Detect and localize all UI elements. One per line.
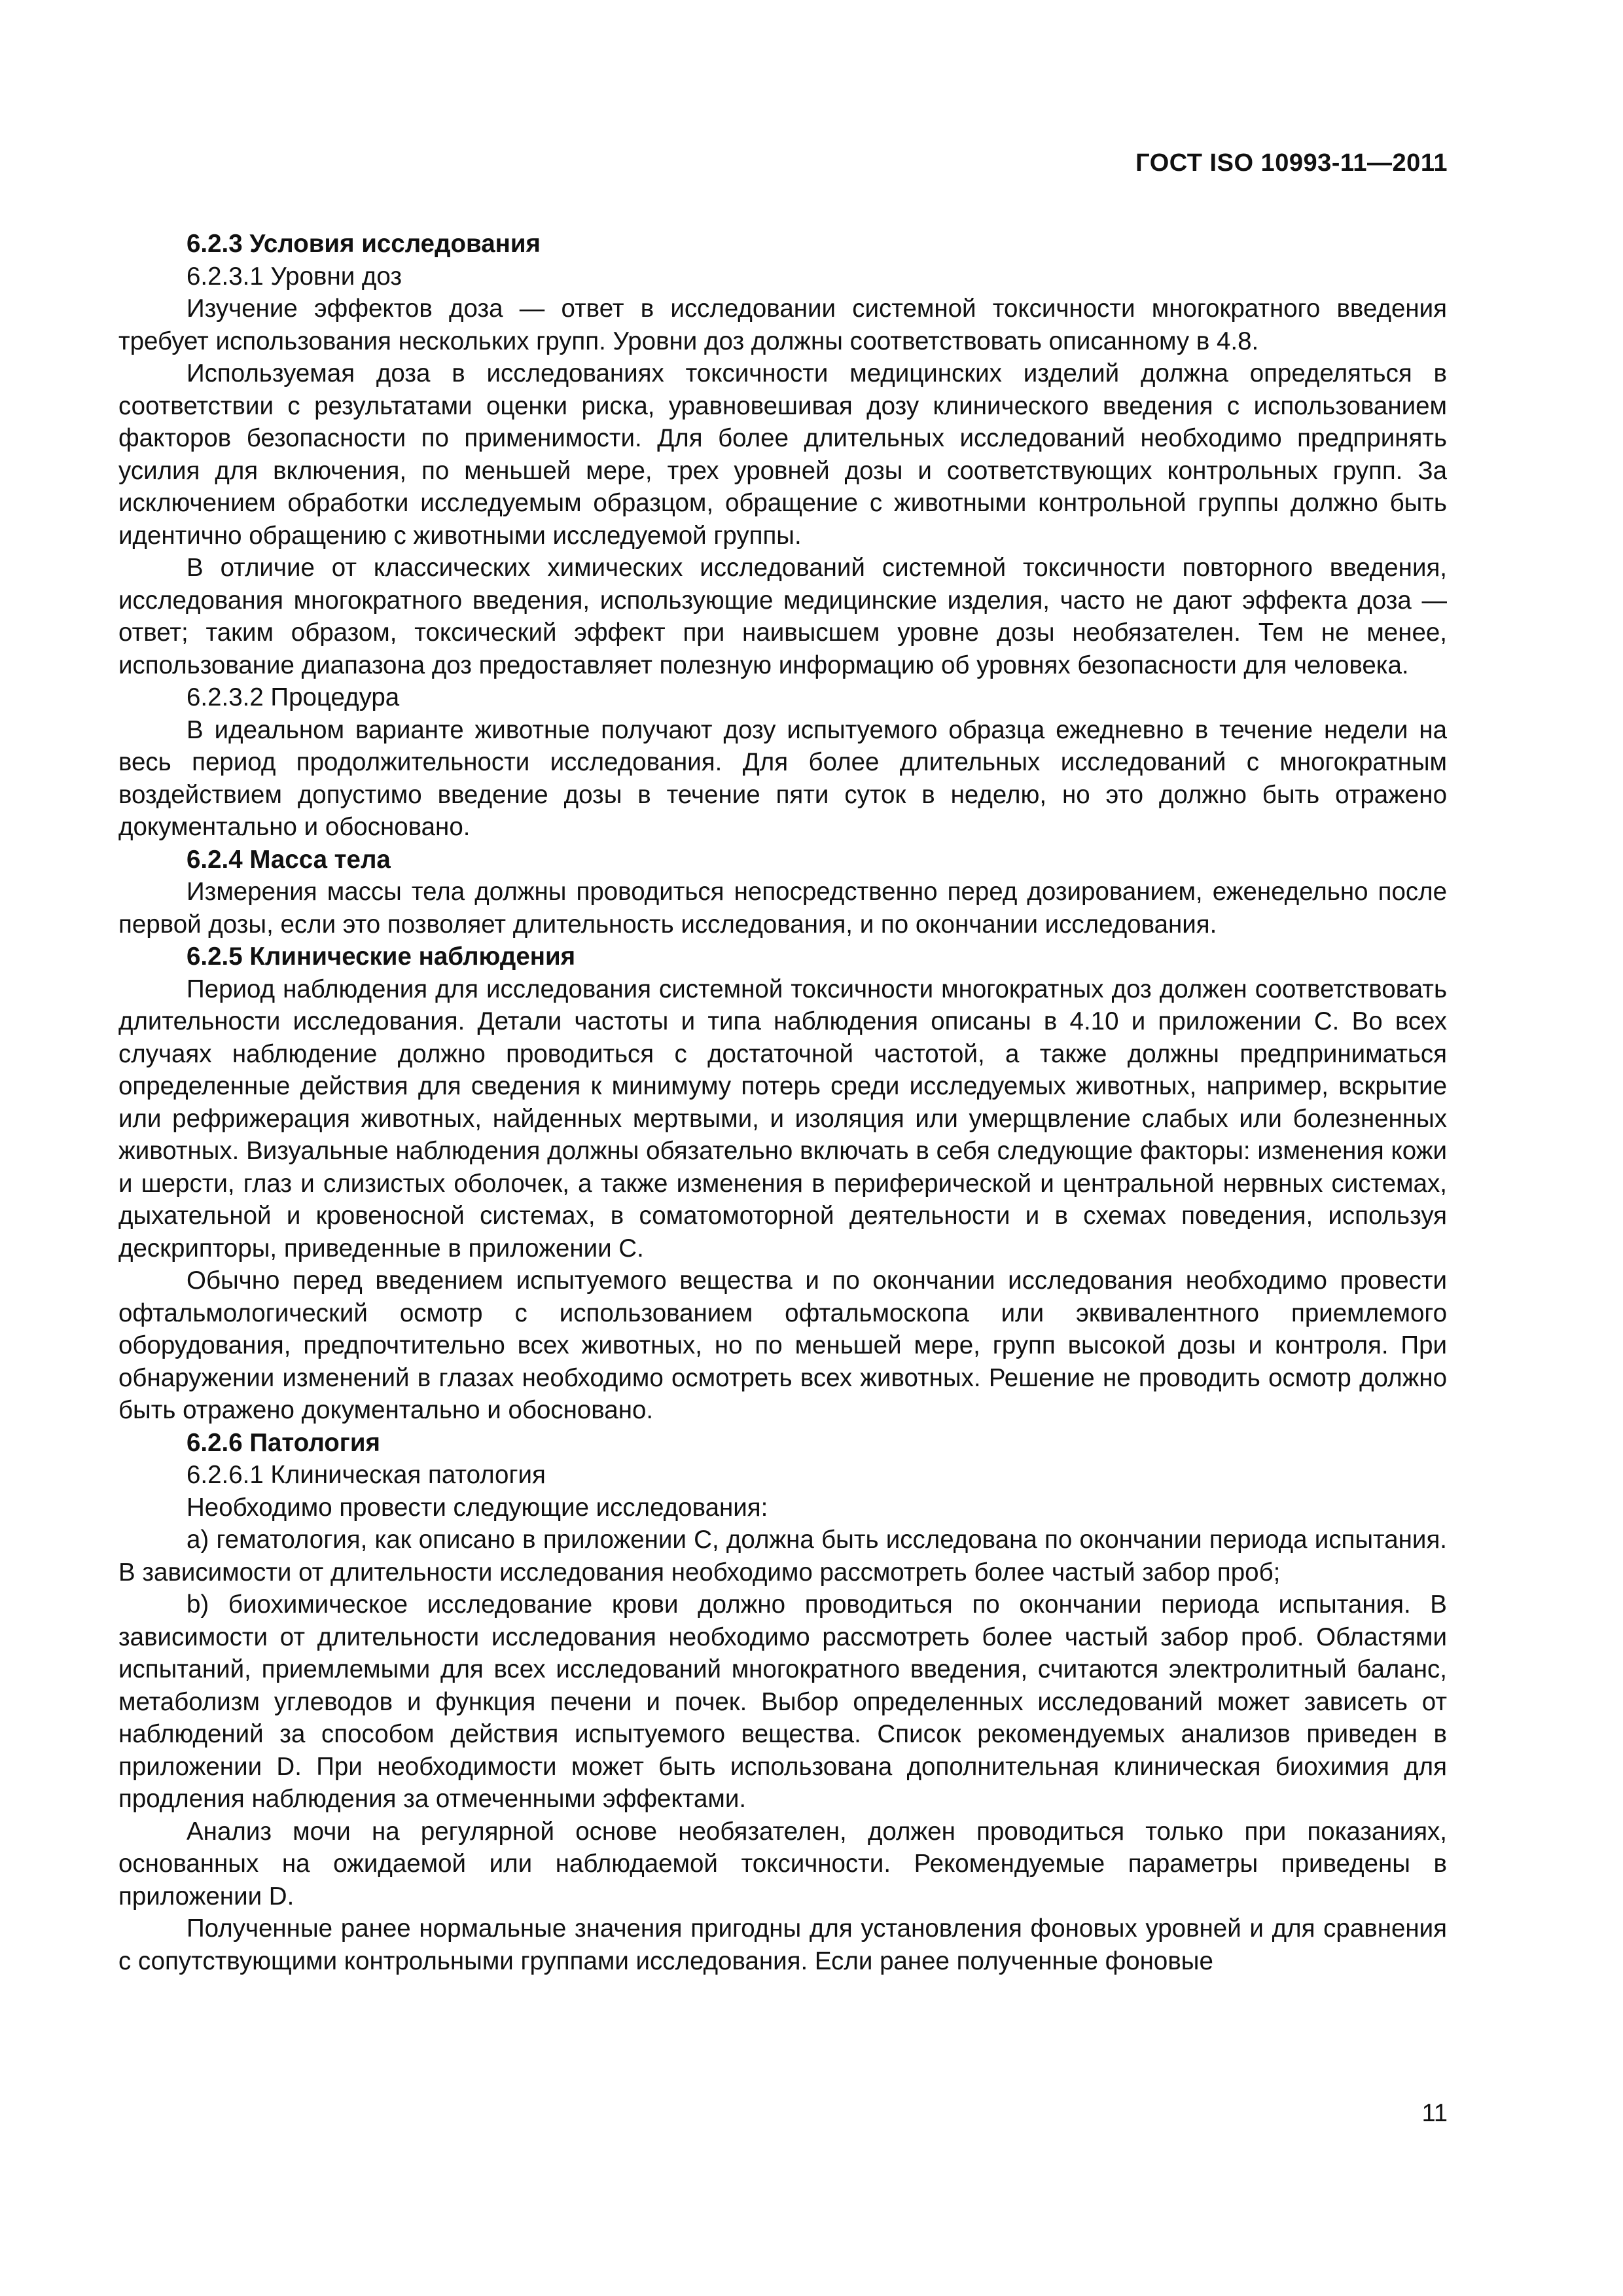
paragraph: Используемая доза в исследованиях токсичности медицинских изделий должна определяться в соответствии с результатами оценки риска, уравновешивая дозу клинического введения с использованием факторов безопасности по применимости. Для более длительных исследований необходимо предпринять усилия для включения, по меньшей мере, трех уровней дозы и соответствующих контрольных групп. За исключением обработки исследуемым образцом, обращение с животными контрольной группы должно быть идентично обращению с животными исследуемой группы.	[118, 359, 1447, 550]
document-body	[118, 228, 1447, 1977]
paragraph: Период наблюдения для исследования системной токсичности многократных доз должен соответствовать длительности исследования. Детали частоты и типа наблюдения описаны в 4.10 и приложении С. Во всех случаях наблюдение должно проводиться с достаточной частотой, а также должны предприниматься определенные действия для сведения к минимуму потерь среди исследуемых животных, например, вскрытие или рефрижерация животных, найденных мертвыми, и изоляция или умерщвление слабых или болезненных животных. Визуальные наблюдения должны обязательно включать в себя следующие факторы: изменения кожи и шерсти, глаз и слизистых оболочек, а также изменения в периферической и центральной нервных системах, дыхательной и кровеносной системах, в соматомоторной деятельности и в схемах поведения, используя дескрипторы, приведенные в приложении С.	[118, 975, 1447, 1263]
paragraph: Изучение эффектов доза — ответ в исследовании системной токсичности многократного введения требует использования нескольких групп. Уровни доз должны соответствовать описанному в 4.8.	[118, 295, 1447, 355]
page-number: 11	[1421, 2100, 1448, 2127]
paragraph: В отличие от классических химических исследований системной токсичности повторного введения, исследования многократного введения, использующие медицинские изделия, часто не дают эффекта доза — ответ; таким образом, токсический эффект при наивысшем уровне дозы необязателен. Тем не менее, использование диапазона доз предоставляет полезную информацию об уровнях безопасности для человека.	[118, 554, 1447, 679]
paragraph: В идеальном варианте животные получают дозу испытуемого образца ежедневно в течение недели на весь период продолжительности исследования. Для более длительных исследований с многократным воздействием допустимо введение дозы в течение пяти суток в неделю, но это должно быть отражено документально и обосновано.	[118, 715, 1447, 841]
section-heading: 6.2.5 Клинические наблюдения	[187, 942, 576, 971]
subsection-heading: 6.2.3.1 Уровни доз	[187, 262, 402, 291]
list-item: a) гематология, как описано в приложении С, должна быть исследована по окончании периода испытания. В зависимости от длительности исследования необходимо рассмотреть более частый забор проб;	[118, 1526, 1447, 1587]
section-heading: 6.2.4 Масса тела	[187, 845, 391, 874]
paragraph: Анализ мочи на регулярной основе необязателен, должен проводиться только при показаниях, основанных на ожидаемой или наблюдаемой токсичности. Рекомендуемые параметры приведены в приложении D.	[118, 1817, 1447, 1910]
list-item: b) биохимическое исследование крови должно проводиться по окончании периода испытания. В зависимости от длительности исследования необходимо рассмотреть более частый забор проб. Областями испытаний, приемлемыми для всех исследований многократного введения, считаются электролитный баланс, метаболизм углеводов и функция печени и почек. Выбор определенных исследований может зависеть от наблюдений за способом действия испытуемого вещества. Список рекомендуемых анализов приведен в приложении D. При необходимости может быть использована дополнительная клиническая биохимия для продления наблюдения за отмеченными эффектами.	[118, 1590, 1447, 1813]
subsection-heading: 6.2.3.2 Процедура	[187, 683, 400, 711]
document-header: ГОСТ ISO 10993-11—2011	[1135, 149, 1448, 177]
subsection-heading: 6.2.6.1 Клиническая патология	[187, 1461, 546, 1489]
section-heading: 6.2.3 Условия исследования	[187, 230, 541, 258]
paragraph: Необходимо провести следующие исследования:	[187, 1493, 768, 1522]
section-heading: 6.2.6 Патология	[187, 1428, 380, 1457]
paragraph: Полученные ранее нормальные значения пригодны для установления фоновых уровней и для сравнения с сопутствующими контрольными группами исследования. Если ранее полученные фоновые	[118, 1914, 1447, 1975]
paragraph: Измерения массы тела должны проводиться непосредственно перед дозированием, еженедельно после первой дозы, если это позволяет длительность исследования, и по окончании исследования.	[118, 878, 1447, 939]
paragraph: Обычно перед введением испытуемого вещества и по окончании исследования необходимо провести офтальмологический осмотр с использованием офтальмоскопа или эквивалентного приемлемого оборудования, предпочтительно всех животных, но по меньшей мере, групп высокой дозы и контроля. При обнаружении изменений в глазах необходимо осмотреть всех животных. Решение не проводить осмотр должно быть отражено документально и обосновано.	[118, 1266, 1447, 1424]
